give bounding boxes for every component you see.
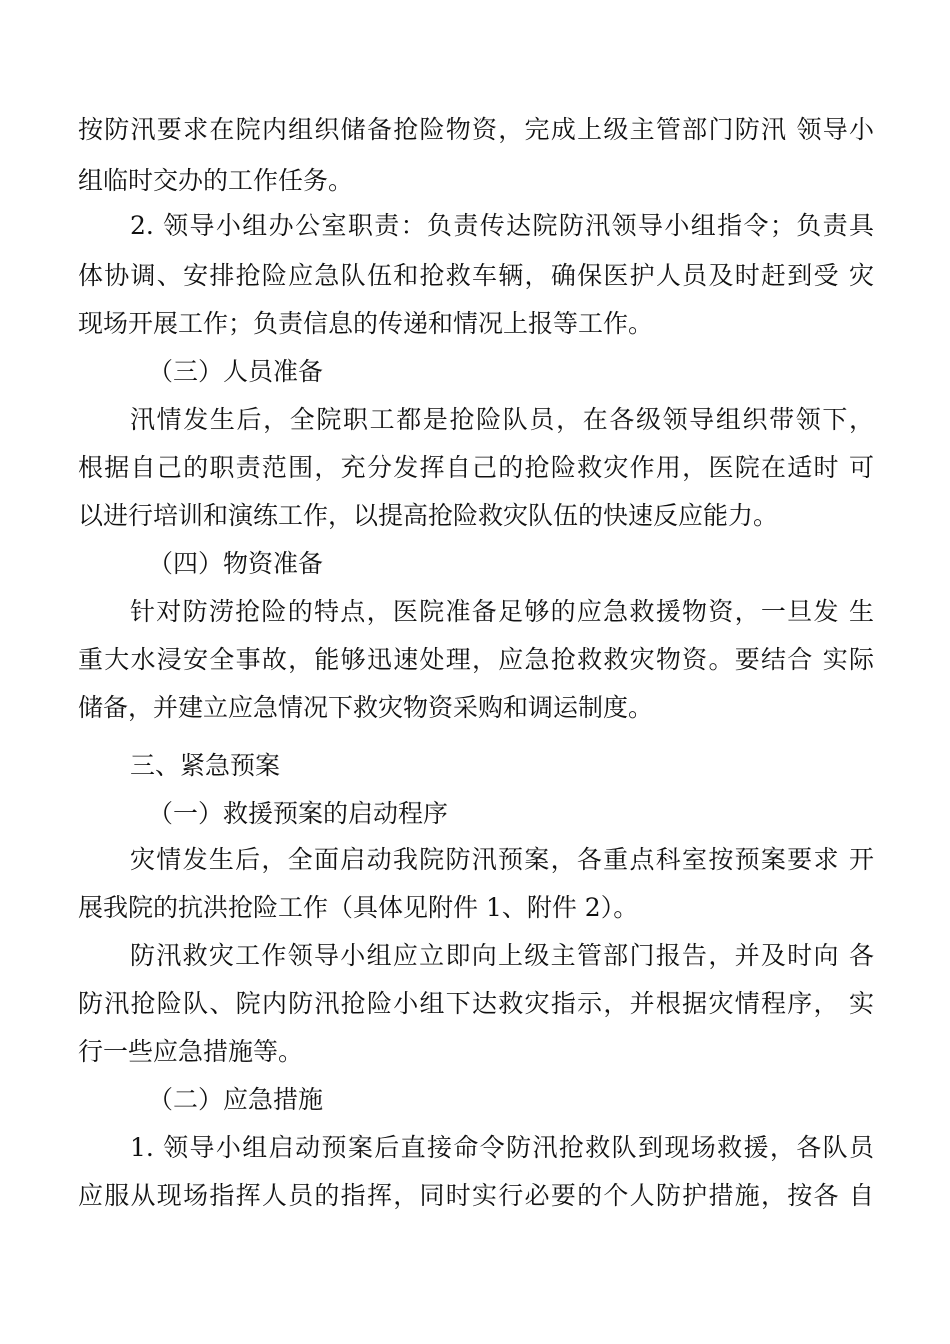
section-heading: （三）人员准备: [148, 357, 324, 386]
text-line: 储备，并建立应急情况下救灾物资采购和调运制度。: [78, 693, 654, 722]
text-line: 组临时交办的工作任务。: [78, 166, 354, 195]
text-line: 现场开展工作；负责信息的传递和情况上报等工作。: [78, 309, 654, 338]
section-heading: （一）救援预案的启动程序: [148, 799, 449, 828]
text-line: 行一些应急措施等。: [78, 1037, 304, 1066]
text-line: 灾情发生后，全面启动我院防汛预案，各重点科室按预案要求 开: [130, 845, 874, 874]
text-line: 1. 领导小组启动预案后直接命令防汛抢救队到现场救援，各队员: [130, 1133, 874, 1162]
text-line: 以进行培训和演练工作，以提高抢险救灾队伍的快速反应能力。: [78, 501, 779, 530]
section-heading: （四）物资准备: [148, 549, 324, 578]
text-line: 2. 领导小组办公室职责：负责传达院防汛领导小组指令；负责具: [130, 211, 874, 240]
text-line: 重大水浸安全事故，能够迅速处理，应急抢救救灾物资。要结合 实际: [78, 645, 874, 674]
text-line: 针对防涝抢险的特点，医院准备足够的应急救援物资，一旦发 生: [130, 597, 874, 626]
text-line: 体协调、安排抢险应急队伍和抢救车辆，确保医护人员及时赶到受 灾: [78, 261, 874, 290]
text-line: 防汛救灾工作领导小组应立即向上级主管部门报告，并及时向 各: [130, 941, 874, 970]
text-line: 按防汛要求在院内组织储备抢险物资，完成上级主管部门防汛 领导小: [78, 115, 874, 144]
text-line: 根据自己的职责范围，充分发挥自己的抢险救灾作用，医院在适时 可: [78, 453, 874, 482]
section-heading: 三、紧急预案: [130, 751, 281, 780]
text-line: 汛情发生后，全院职工都是抢险队员，在各级领导组织带领下，: [130, 405, 874, 434]
section-heading: （二）应急措施: [148, 1085, 324, 1114]
text-line: 应服从现场指挥人员的指挥，同时实行必要的个人防护措施，按各 自: [78, 1181, 874, 1210]
text-line: 防汛抢险队、院内防汛抢险小组下达救灾指示，并根据灾情程序， 实: [78, 989, 874, 1018]
text-line: 展我院的抗洪抢险工作（具体见附件 1、附件 2）。: [78, 893, 639, 922]
